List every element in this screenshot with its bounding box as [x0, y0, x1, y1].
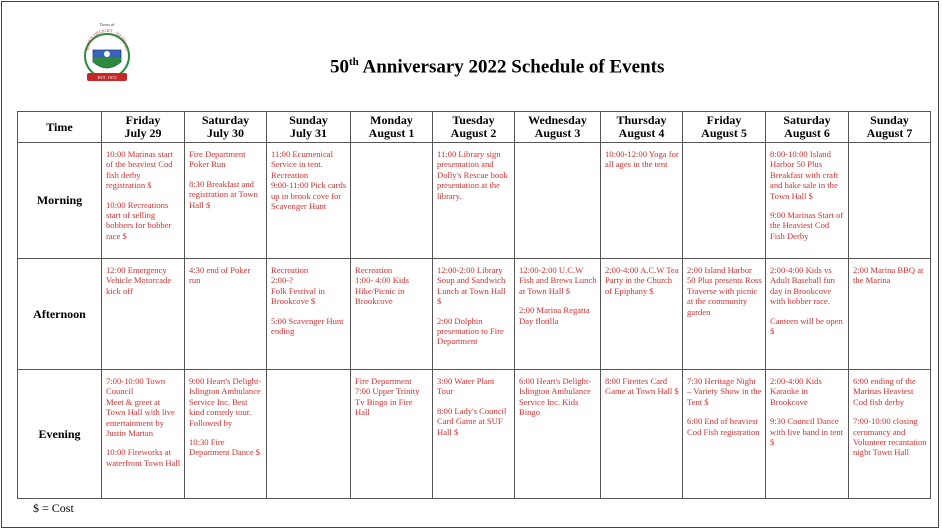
page-title: 50th Anniversary 2022 Schedule of Events [330, 56, 665, 78]
day-header [267, 112, 351, 143]
day-date: August 6 [784, 126, 830, 140]
event-entry: 10:00 Marinas start of the heaviest Cod fish derby registration $ [106, 149, 173, 191]
schedule-cell [185, 259, 267, 370]
day-header [515, 112, 601, 143]
day-name: Monday [370, 113, 413, 127]
event-entry: 2:00 Dolphin presentation to Fire Department [437, 315, 504, 347]
day-name: Thursday [616, 113, 667, 127]
event-entry: 2:00 Marina BBQ at the Marina [853, 265, 924, 286]
day-date: August 3 [534, 126, 581, 140]
cost-legend: $ = Cost [33, 501, 74, 515]
schedule-cell [267, 370, 351, 499]
day-header [683, 112, 766, 143]
logo-top-text: Town of [99, 22, 115, 27]
day-name: Sunday [870, 113, 909, 127]
day-date: August 5 [701, 126, 747, 140]
day-name: Sunday [289, 113, 328, 127]
event-entry: 9:00 Heart's Delight-Islington Ambulance Service Inc. Best kind comedy tour. Followed by [189, 376, 262, 428]
event-entry: Fire Department Poker Run [189, 149, 246, 170]
schedule-cell [433, 143, 515, 259]
day-name: Wednesday [528, 113, 587, 127]
event-entry: 4:30 end of Poker run [189, 265, 251, 286]
schedule-table [17, 111, 931, 499]
event-entry: Recreation 2:00-? Folk Festival in Brookcove $ [271, 265, 325, 307]
time-slot-row [18, 259, 931, 370]
schedule-cell [683, 143, 766, 259]
schedule-cell [683, 370, 766, 499]
event-entry: 8:30 Breakfast and registration at Town Hall $ [189, 178, 258, 210]
schedule-cell [601, 370, 683, 499]
event-entry: 12:00-2:00 U.C.W Fish and Brews Lunch at Town Hall $ [519, 265, 597, 296]
event-entry: 2:00-4:00 Kids vs Adult Baseball fun day in Brookcove with bobber race. [770, 265, 835, 307]
day-header [102, 112, 185, 143]
schedule-cell [351, 259, 433, 370]
event-entry: Recreation 1:00- 4:00 Kids Hike/Picnic in Brookcove [355, 265, 409, 307]
day-date: July 29 [124, 126, 162, 140]
event-entry: 8:00 Lady's Council Card Game at SUF Hall $ [437, 405, 507, 437]
schedule-cell [515, 143, 601, 259]
day-date: August 1 [368, 126, 415, 140]
day-date: August 2 [450, 126, 497, 140]
day-header [351, 112, 433, 143]
day-header [766, 112, 849, 143]
schedule-cell [102, 370, 185, 499]
schedule-cell [351, 143, 433, 259]
event-entry: 9:30 Council Dance with live band in tent $ [770, 416, 844, 448]
event-entry: Canteen will be open $ [770, 315, 843, 337]
time-header: Time [18, 112, 102, 143]
schedule-cell [766, 370, 849, 499]
event-entry: 8:00-10:00 Island Harbor 50 Plus Breakfast with craft and bake sale in the Town Hall $ [770, 149, 839, 201]
schedule-cell [766, 259, 849, 370]
time-slot-row [18, 370, 931, 499]
schedule-cell [185, 370, 267, 499]
schedule-cell [351, 370, 433, 499]
time-slot-label: Afternoon [18, 259, 102, 370]
schedule-cell [515, 370, 601, 499]
day-header [849, 112, 931, 143]
day-name: Saturday [783, 113, 831, 127]
schedule-cell [849, 143, 931, 259]
schedule-cell [515, 259, 601, 370]
header-row [18, 112, 931, 143]
event-entry: 3:00 Water Plant Tour [437, 376, 495, 397]
town-crest-logo [78, 20, 136, 88]
event-entry: 8:00 Firettes Card Game at Town Hall $ [605, 376, 679, 397]
schedule-cell [433, 370, 515, 499]
schedule-cell [267, 143, 351, 259]
schedule-cell [766, 143, 849, 259]
schedule-cell [601, 143, 683, 259]
event-entry: 7:30 Heritage Night – Variety Show in the Tent $ [687, 376, 762, 407]
day-date: July 30 [206, 126, 244, 140]
event-entry: 9:00 Marinas Start of the Heaviest Cod Fish Derby [770, 210, 844, 241]
event-entry: 6:00 Heart's Delight-Islington Ambulance Service Inc. Kids Bingo [519, 376, 592, 418]
event-entry: Fire Department 7:00 Upper Trinity Tv Bingo in Fire Hall [355, 376, 420, 418]
day-header [185, 112, 267, 143]
event-entry: 10:00-12:00 Yoga for all ages in the tent [605, 149, 679, 170]
event-entry: 5:00 Scavenger Hunt ending [271, 315, 344, 337]
schedule-cell [849, 370, 931, 499]
schedule-cell [102, 259, 185, 370]
event-entry: 6:00 ending of the Marinas Heaviest Cod fish derby [853, 376, 916, 407]
event-entry: 12:00 Emergency Vehicle Motorcade kick off [106, 265, 172, 296]
schedule-cell [849, 259, 931, 370]
event-entry: 2:00-4:00 Kids Karaoke in Brookcove [770, 376, 822, 407]
logo-ring-text: EART'S DELIGHT · ISLINGTO [84, 27, 130, 51]
event-entry: 7:00-10:00 closing ceromancy and Volunteer recantation night Town Hall [853, 416, 927, 458]
time-slot-row [18, 143, 931, 259]
schedule-cell [102, 143, 185, 259]
time-slot-label: Evening [18, 370, 102, 499]
schedule-cell [433, 259, 515, 370]
event-entry: 2:00 Island Harbor 50 Plus presents Ross Traverse with picnic at the community garden [687, 265, 762, 317]
event-entry: 11:00 Ecumenical Service in tent. Recreation 9:00-11:00 Pick cards up in brook cove for Scavenger Hunt [271, 149, 347, 212]
event-entry: 2:00 Marina Regatta Day flotilla [519, 305, 590, 326]
day-name: Tuesday [452, 113, 495, 127]
day-header [433, 112, 515, 143]
event-entry: 10:00 Recreations start of selling bobbers for bobber race $ [106, 199, 172, 241]
day-header [601, 112, 683, 143]
event-entry: 11:00 Library sign presentation and Dolly's Rescue book presentation at the library. [437, 149, 508, 201]
day-name: Friday [706, 113, 742, 127]
event-entry: 7:00-10:00 Town Council Meet & greet at Town Hall with live entertainment by Justin Martan [106, 376, 175, 439]
schedule-cell [267, 259, 351, 370]
schedule-cell [683, 259, 766, 370]
event-entry: 2:00-4:00 A.C.W Tea Party in the Church of Epiphany $ [605, 265, 679, 296]
time-slot-label: Morning [18, 143, 102, 259]
event-entry: 6:00 End of heaviest Cod Fish registration [687, 416, 760, 437]
day-name: Friday [125, 113, 161, 127]
day-date: July 31 [289, 126, 327, 140]
crest-icon [78, 20, 136, 88]
event-entry: 12:00-2:00 Library Soup and Sandwich Lunch at Town Hall $ [437, 265, 506, 307]
event-entry: 10:00 Fireworks at waterfront Town Hall [106, 447, 181, 468]
logo-ribbon-text: EST. 1972 [97, 75, 117, 80]
schedule-cell [185, 143, 267, 259]
day-name: Saturday [201, 113, 250, 127]
schedule-cell [601, 259, 683, 370]
day-date: August 4 [618, 126, 665, 140]
day-date: August 7 [866, 126, 913, 140]
event-entry: 10:30 Fire Department Dance $ [189, 437, 261, 458]
